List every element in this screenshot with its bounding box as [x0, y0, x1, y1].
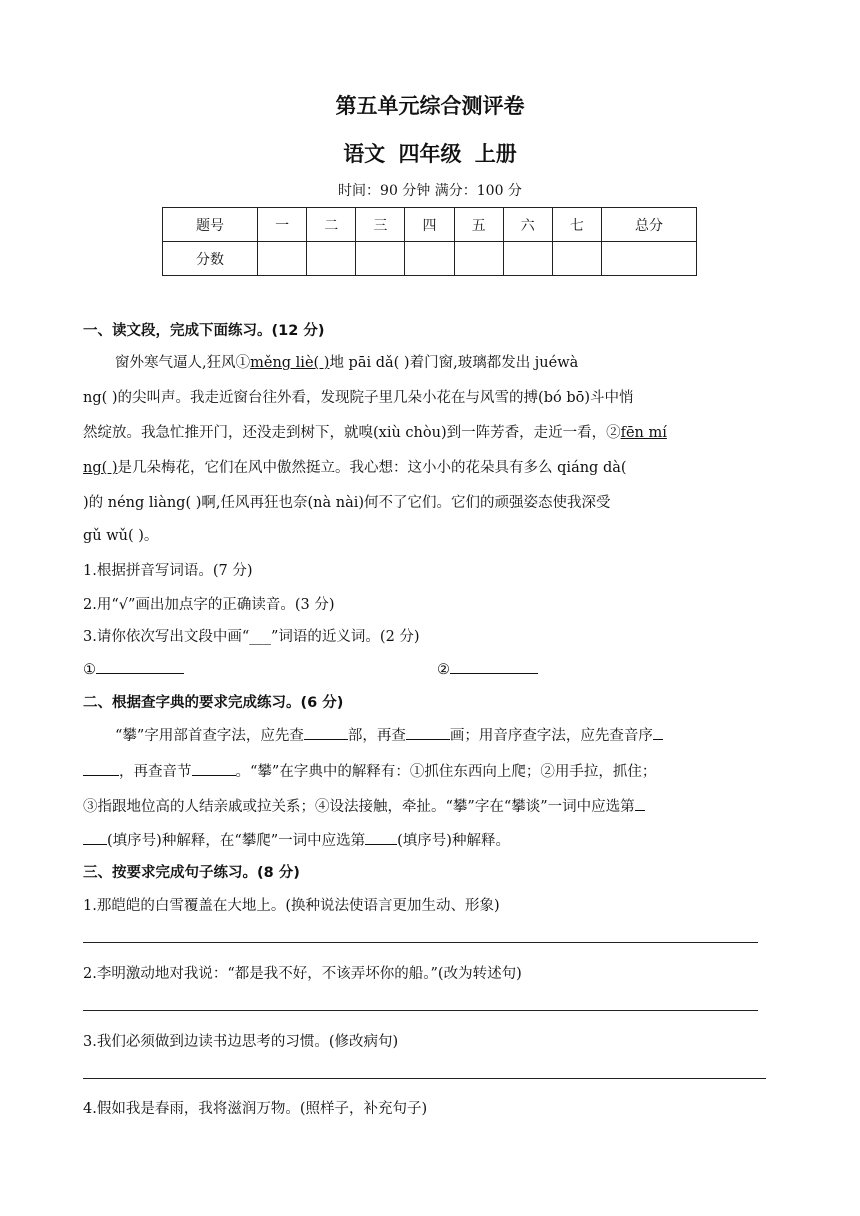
score-header-cell: 七 — [552, 208, 601, 242]
score-table — [162, 207, 697, 276]
answer-line-1 — [83, 658, 184, 678]
passage-text: 窗外寒气逼人,狂风① — [115, 355, 251, 371]
score-cell[interactable] — [258, 242, 307, 276]
section1-heading: 一、读文段，完成下面练习。(12 分) — [83, 323, 325, 339]
section2-heading: 二、根据查字典的要求完成练习。(6 分) — [83, 695, 344, 711]
fill-blank[interactable] — [304, 724, 348, 740]
score-cell[interactable] — [454, 242, 503, 276]
score-header-cell: 六 — [503, 208, 552, 242]
question-3-4: 4.假如我是春雨，我将滋润万物。(照样子，补充句子) — [83, 1101, 428, 1117]
passage-text: 是几朵梅花，它们在风中傲然挺立。我心想：这小小的花朵具有多么 qiáng dà( — [117, 460, 627, 476]
fill-blank[interactable] — [83, 829, 107, 845]
dictionary-text: 部，再查 — [347, 728, 406, 744]
passage-line-3 — [83, 421, 667, 442]
fill-blank[interactable] — [83, 760, 119, 776]
answer-line[interactable] — [83, 942, 758, 943]
question-1-3: 3.请你依次写出文段中画“___”词语的近义词。(2 分) — [83, 629, 420, 645]
question-1-2: 2.用“√”画出加点字的正确读音。(3 分) — [83, 597, 335, 613]
answer-line[interactable] — [83, 1078, 766, 1079]
fill-blank[interactable] — [406, 724, 450, 740]
score-header-cell: 三 — [356, 208, 405, 242]
passage-line-6: gǔ wǔ( )。 — [83, 528, 159, 544]
fill-blank[interactable] — [192, 760, 236, 776]
score-cell[interactable] — [405, 242, 454, 276]
score-cell[interactable] — [503, 242, 552, 276]
score-cell[interactable] — [356, 242, 405, 276]
fill-blank[interactable] — [653, 724, 663, 740]
score-header-cell: 二 — [307, 208, 356, 242]
question-1-1: 1.根据拼音写词语。(7 分) — [83, 563, 253, 579]
passage-line-4 — [83, 456, 627, 477]
fill-blank[interactable] — [365, 829, 397, 845]
dictionary-line-4 — [83, 829, 510, 850]
fill-blank[interactable] — [635, 795, 645, 811]
passage-line-2: ng( )的尖叫声。我走近窗台往外看，发现院子里几朵小花在与风雪的搏(bó bō)斗中悄 — [83, 390, 634, 406]
score-cell[interactable] — [307, 242, 356, 276]
underlined-pinyin: ng( ) — [83, 460, 118, 476]
dictionary-text: 。“攀”在字典中的解释有：①抓住东西向上爬；②用手拉，抓住； — [235, 764, 657, 780]
score-cell[interactable] — [601, 242, 696, 276]
dictionary-text: ，再查音节 — [119, 764, 192, 780]
score-cell[interactable] — [552, 242, 601, 276]
passage-text: 地 pāi dǎ( )着门窗,玻璃都发出 juéwà — [329, 355, 579, 371]
score-header-cell: 总分 — [601, 208, 696, 242]
score-header-cell: 题号 — [163, 208, 258, 242]
question-3-3: 3.我们必须做到边读书边思考的习惯。(修改病句) — [83, 1034, 399, 1050]
dictionary-line-1 — [115, 724, 663, 745]
score-table-score-row — [163, 242, 697, 276]
underlined-pinyin: fēn mí — [620, 425, 667, 441]
score-header-cell: 一 — [258, 208, 307, 242]
answer-number: ① — [83, 662, 96, 678]
dictionary-line-3 — [83, 795, 645, 816]
passage-text: 然绽放。我急忙推开门，还没走到树下，就嗅(xiù chòu)到一阵芳香，走近一看，② — [83, 425, 621, 441]
score-row-label: 分数 — [163, 242, 258, 276]
passage-line-1 — [115, 351, 578, 372]
score-header-cell: 五 — [454, 208, 503, 242]
score-header-cell: 四 — [405, 208, 454, 242]
dictionary-text: “攀”字用部首查字法，应先查 — [115, 728, 304, 744]
underlined-pinyin: měng liè( ) — [250, 355, 330, 371]
section3-heading: 三、按要求完成句子练习。(8 分) — [83, 865, 300, 881]
answer-line-2 — [437, 658, 538, 678]
exam-subtitle: 语文 四年级 上册 — [343, 142, 517, 166]
score-table-header-row — [163, 208, 697, 242]
dictionary-text: (填序号)种解释。 — [397, 833, 510, 849]
exam-meta: 时间：90 分钟 满分：100 分 — [338, 183, 522, 199]
dictionary-line-2 — [83, 760, 656, 781]
answer-line[interactable] — [83, 1010, 758, 1011]
answer-number: ② — [437, 662, 450, 678]
dictionary-text: (填序号)种解释，在“攀爬”一词中应选第 — [107, 833, 366, 849]
question-3-1: 1.那皑皑的白雪覆盖在大地上。(换种说法使语言更加生动、形象) — [83, 898, 500, 914]
passage-line-5: )的 néng liàng( )啊,任风再狂也奈(nà nài)何不了它们。它们的顽强姿态使我深受 — [83, 495, 611, 511]
answer-blank[interactable] — [450, 658, 538, 674]
answer-blank[interactable] — [96, 658, 184, 674]
exam-title: 第五单元综合测评卷 — [335, 94, 525, 118]
dictionary-text: ③指跟地位高的人结亲戚或拉关系；④设法接触，牵扯。“攀”字在“攀谈”一词中应选第 — [83, 799, 635, 815]
question-3-2: 2.李明激动地对我说：“都是我不好，不该弄坏你的船。”(改为转述句) — [83, 966, 522, 982]
dictionary-text: 画；用音序查字法，应先查音序 — [449, 728, 653, 744]
